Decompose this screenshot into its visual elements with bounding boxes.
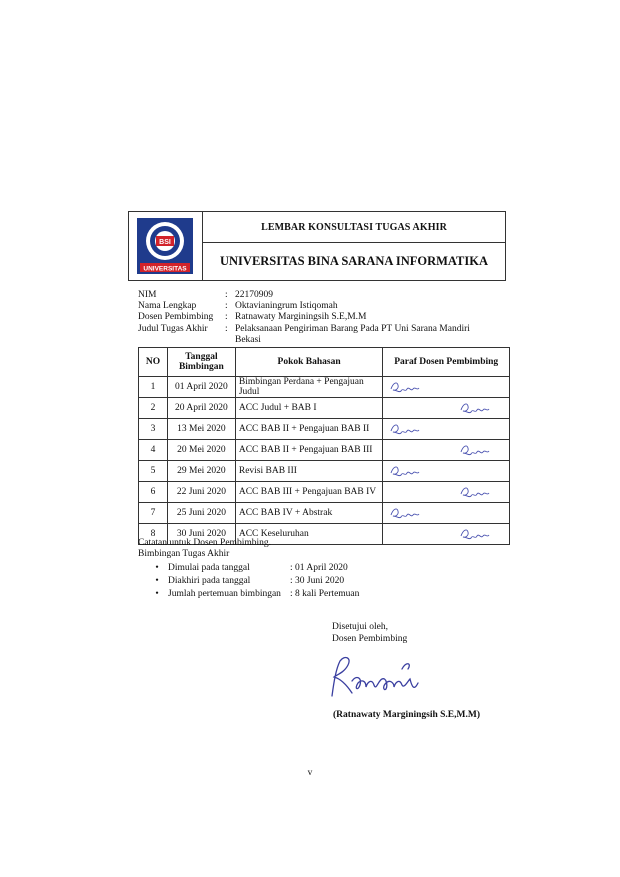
no-cell: 4 — [139, 440, 168, 461]
page-number: v — [307, 768, 313, 778]
bullet-value: : 01 April 2020 — [290, 563, 348, 573]
no-cell: 3 — [139, 419, 168, 440]
table-row — [139, 503, 510, 524]
colon: : — [225, 312, 228, 323]
no-cell: 6 — [139, 482, 168, 503]
bullet-value: : 8 kali Pertemuan — [290, 589, 360, 599]
logo-cell — [129, 212, 203, 280]
nim-label: NIM — [138, 290, 157, 300]
pokok-cell: ACC BAB II + Pengajuan BAB II — [235, 419, 382, 440]
pokok-cell: Revisi BAB III — [235, 461, 382, 482]
colon: : — [225, 301, 228, 312]
dosen-label: Dosen Pembimbing — [138, 312, 214, 323]
paraf-cell — [383, 503, 510, 524]
paraf-signature — [389, 421, 421, 437]
bullet-label: Diakhiri pada tanggal — [168, 576, 251, 586]
list-item — [138, 588, 430, 601]
tanggal-cell: 29 Mei 2020 — [167, 461, 235, 482]
judul-value: Pelaksanaan Pengiriman Barang Pada PT Uni Sarana Mandiri Bekasi — [235, 323, 470, 345]
dosen-row — [138, 312, 475, 323]
tanggal-cell: 20 Mei 2020 — [167, 440, 235, 461]
header-no: NO — [139, 348, 168, 377]
bullet-label: Jumlah pertemuan bimbingan — [168, 589, 281, 599]
pokok-cell: ACC Keseluruhan — [235, 524, 382, 545]
list-item — [138, 562, 430, 575]
notes-line-1: Catatan untuk Dosen Pembimbing. — [138, 538, 271, 548]
notes-line-2: Bimbingan Tugas Akhir — [138, 549, 230, 559]
nama-label: Nama Lengkap — [138, 301, 197, 312]
bullet-label: Dimulai pada tanggal — [168, 563, 250, 573]
nim-value: 22170909 — [235, 290, 273, 300]
bullet-icon: • — [155, 563, 159, 573]
notes-list — [138, 562, 430, 601]
nim-row — [138, 290, 475, 301]
notes — [138, 538, 430, 601]
table-row — [139, 377, 510, 398]
svg-text:BSI: BSI — [159, 239, 171, 246]
colon: : — [225, 290, 228, 300]
table-row — [139, 440, 510, 461]
colon: : — [225, 323, 228, 334]
paraf-signature — [459, 526, 491, 542]
paraf-signature — [459, 442, 491, 458]
document-header — [128, 211, 506, 281]
tanggal-cell: 01 April 2020 — [167, 377, 235, 398]
no-cell: 5 — [139, 461, 168, 482]
supervisor-signature — [322, 651, 432, 706]
no-cell: 2 — [139, 398, 168, 419]
tanggal-cell: 20 April 2020 — [167, 398, 235, 419]
nama-value: Oktavianingrum Istiqomah — [235, 301, 338, 312]
header-tanggal: Tanggal Bimbingan — [167, 348, 235, 377]
tanggal-cell: 13 Mei 2020 — [167, 419, 235, 440]
table-row — [139, 461, 510, 482]
tanggal-cell: 30 Juni 2020 — [167, 524, 235, 545]
paraf-cell — [383, 482, 510, 503]
paraf-cell — [383, 377, 510, 398]
university-name: UNIVERSITAS BINA SARANA INFORMATIKA — [220, 254, 488, 268]
paraf-signature — [459, 484, 491, 500]
table-row — [139, 398, 510, 419]
pokok-cell: ACC BAB III + Pengajuan BAB IV — [235, 482, 382, 503]
header-paraf: Paraf Dosen Pembimbing — [383, 348, 510, 377]
paraf-cell — [383, 440, 510, 461]
paraf-signature — [389, 505, 421, 521]
paraf-cell — [383, 419, 510, 440]
approval-line-1: Disetujui oleh, — [332, 622, 388, 632]
approval-block — [332, 622, 407, 645]
consultation-table — [138, 347, 510, 545]
paraf-signature — [389, 463, 421, 479]
pokok-cell: ACC BAB IV + Abstrak — [235, 503, 382, 524]
nama-row — [138, 301, 475, 312]
paraf-cell — [383, 461, 510, 482]
no-cell: 8 — [139, 524, 168, 545]
pokok-cell: ACC Judul + BAB I — [235, 398, 382, 419]
no-cell: 1 — [139, 377, 168, 398]
tanggal-cell: 22 Juni 2020 — [167, 482, 235, 503]
no-cell: 7 — [139, 503, 168, 524]
bullet-icon: • — [155, 576, 159, 586]
logo-caption: UNIVERSITAS — [143, 265, 187, 273]
paraf-signature — [389, 379, 421, 395]
tanggal-cell: 25 Juni 2020 — [167, 503, 235, 524]
header-pokok: Pokok Bahasan — [235, 348, 382, 377]
form-title: LEMBAR KONSULTASI TUGAS AKHIR — [203, 212, 505, 243]
bullet-icon: • — [155, 589, 159, 599]
paraf-signature — [459, 400, 491, 416]
pokok-cell: ACC BAB II + Pengajuan BAB III — [235, 440, 382, 461]
list-item — [138, 575, 430, 588]
student-info — [138, 290, 475, 346]
approval-line-2: Dosen Pembimbing — [332, 633, 408, 644]
dosen-value: Ratnawaty Marginingsih S.E,M.M — [235, 312, 367, 323]
table-row — [139, 482, 510, 503]
university-logo — [137, 218, 193, 274]
pokok-cell: Bimbingan Perdana + Pengajuan Judul — [235, 377, 382, 398]
table-body — [139, 377, 510, 545]
signer-name: (Ratnawaty Marginingsih S.E,M.M) — [333, 710, 480, 720]
table-row — [139, 419, 510, 440]
judul-label: Judul Tugas Akhir — [138, 323, 208, 334]
judul-row — [138, 324, 475, 346]
bullet-value: : 30 Juni 2020 — [290, 576, 345, 586]
paraf-cell — [383, 398, 510, 419]
table-header-row — [139, 348, 510, 377]
